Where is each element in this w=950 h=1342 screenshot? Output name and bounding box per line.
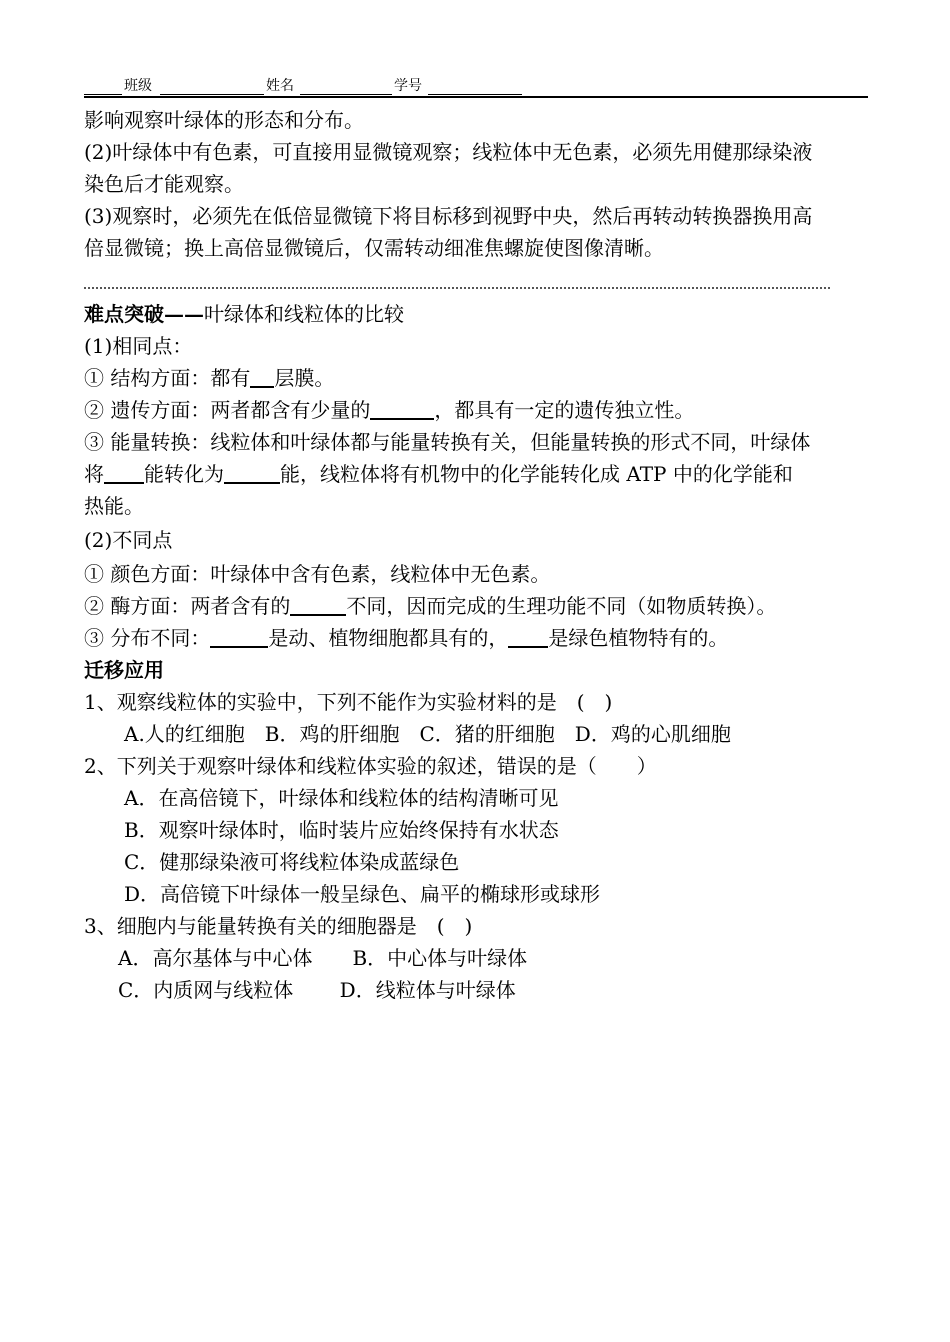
answer-blank[interactable] [508, 624, 548, 648]
question-3-options-ab: A．高尔基体与中心体 B．中心体与叶绿体 [118, 946, 528, 970]
diff-point-2 [84, 590, 776, 622]
id-label: 学号 [394, 78, 422, 94]
name-label: 姓名 [266, 78, 294, 94]
same-point-3-end: 热能。 [84, 494, 144, 518]
answer-blank[interactable] [370, 396, 434, 420]
question-2-option-b: B．观察叶绿体时，临时装片应始终保持有水状态 [124, 818, 559, 842]
difficulty-title-text: 叶绿体和线粒体的比较 [204, 302, 404, 326]
same-point-3-part-a: 将 [84, 462, 104, 486]
diff-point-1: ① 颜色方面：叶绿体中含有色素，线粒体中无色素。 [84, 562, 551, 586]
diff-point-3 [84, 622, 728, 654]
dotted-divider [84, 287, 830, 289]
same-point-1 [84, 362, 334, 394]
worksheet-header [84, 76, 868, 98]
question-3: 3、细胞内与能量转换有关的细胞器是 ( ) [84, 914, 473, 938]
intro-line-4: (3)观察时，必须先在低倍显微镜下将目标移到视野中央，然后再转动转换器换用高 [84, 204, 813, 228]
class-label: 班级 [124, 78, 152, 94]
question-2: 2、下列关于观察叶绿体和线粒体实验的叙述，错误的是（ ） [84, 754, 657, 778]
application-title: 迁移应用 [84, 658, 164, 682]
question-2-option-d: D．高倍镜下叶绿体一般呈绿色、扁平的椭球形或球形 [124, 882, 601, 906]
answer-blank[interactable] [210, 624, 268, 648]
same-point-3-cont [84, 458, 793, 490]
diff-point-3-tail: 是绿色植物特有的。 [548, 626, 729, 650]
same-point-2-text: ② 遗传方面：两者都含有少量的 [84, 398, 371, 422]
same-point-3: ③ 能量转换：线粒体和叶绿体都与能量转换有关，但能量转换的形式不同，叶绿体 [84, 430, 811, 454]
same-point-3-part-c: 能，线粒体将有机物中的化学能转化成 ATP 中的化学能和 [280, 462, 793, 486]
diff-point-2-text: ② 酶方面：两者含有的 [84, 594, 291, 618]
diff-point-3-mid: 是动、植物细胞都具有的， [268, 626, 509, 650]
question-2-option-c: C．健那绿染液可将线粒体染成蓝绿色 [124, 850, 460, 874]
intro-line-5: 倍显微镜；换上高倍显微镜后，仅需转动细准焦螺旋使图像清晰。 [84, 236, 664, 260]
intro-line-1: 影响观察叶绿体的形态和分布。 [84, 108, 364, 132]
diff-point-2-tail: 不同，因而完成的生理功能不同（如物质转换）。 [346, 594, 777, 618]
same-point-3-part-b: 能转化为 [144, 462, 224, 486]
name-field[interactable] [300, 94, 392, 95]
diff-point-3-text: ③ 分布不同： [84, 626, 211, 650]
same-point-1-tail: 层膜。 [274, 366, 335, 390]
answer-blank[interactable] [224, 460, 280, 484]
same-points-heading: (1)相同点： [84, 334, 193, 358]
same-point-1-text: ① 结构方面：都有 [84, 366, 251, 390]
difficulty-title-bold: 难点突破—— [84, 302, 204, 326]
intro-line-2: (2)叶绿体中有色素，可直接用显微镜观察；线粒体中无色素，必须先用健那绿染液 [84, 140, 813, 164]
answer-blank[interactable] [250, 364, 274, 388]
header-underline [84, 94, 122, 95]
difficulty-title [84, 298, 404, 330]
same-point-2 [84, 394, 694, 426]
diff-points-heading: (2)不同点 [84, 528, 173, 552]
answer-blank[interactable] [104, 460, 144, 484]
question-1-options: A.人的红细胞 B．鸡的肝细胞 C．猪的肝细胞 D．鸡的心肌细胞 [124, 722, 731, 746]
intro-line-3: 染色后才能观察。 [84, 172, 244, 196]
answer-blank[interactable] [290, 592, 346, 616]
question-3-options-cd: C．内质网与线粒体 D．线粒体与叶绿体 [118, 978, 516, 1002]
question-1: 1、观察线粒体的实验中，下列不能作为实验材料的是 ( ) [84, 690, 613, 714]
same-point-2-tail: ，都具有一定的遗传独立性。 [434, 398, 695, 422]
class-field[interactable] [160, 94, 264, 95]
question-2-option-a: A．在高倍镜下，叶绿体和线粒体的结构清晰可见 [124, 786, 559, 810]
id-field[interactable] [428, 94, 522, 95]
